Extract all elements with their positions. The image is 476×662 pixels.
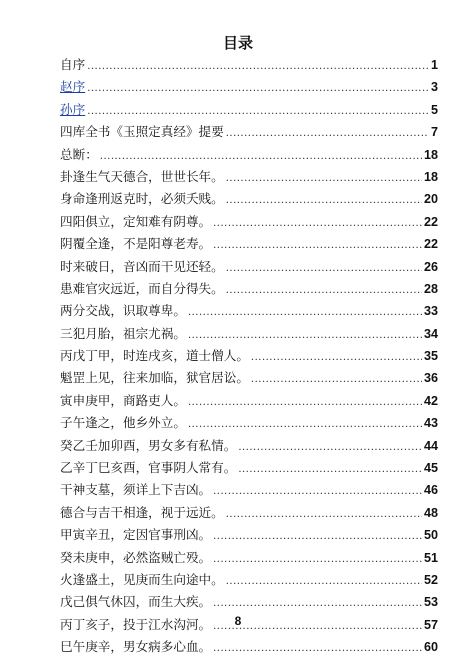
- dot-leader: [188, 302, 422, 324]
- toc-entry-title: 自序: [60, 57, 86, 72]
- toc-entry-page: 60: [423, 640, 438, 655]
- toc-entry[interactable]: [60, 479, 438, 501]
- toc-entry-title: 赵序: [60, 79, 86, 95]
- page-title: 目录: [222, 34, 253, 52]
- dot-leader: [87, 101, 429, 123]
- dot-leader: [188, 392, 422, 414]
- dot-leader: [251, 347, 422, 369]
- table-of-contents: [60, 54, 438, 659]
- toc-entry-page: 22: [423, 214, 438, 229]
- toc-entry-title: 巳午庚辛，男女病多心血。: [60, 639, 212, 655]
- dot-leader: [100, 146, 422, 168]
- toc-entry-title: 卦逢生气天德合，世世长年。: [60, 168, 224, 184]
- dot-leader: [188, 325, 422, 347]
- dot-leader: [213, 481, 422, 503]
- toc-entry-page: 45: [423, 461, 438, 476]
- toc-entry-title: 戊己俱气休囚，而生大疾。: [60, 594, 212, 610]
- toc-entry-page: 42: [423, 393, 438, 408]
- toc-entry[interactable]: [60, 211, 438, 233]
- toc-entry-page: 53: [423, 595, 438, 610]
- toc-entry-page: 33: [423, 304, 438, 319]
- toc-entry-page: 18: [423, 147, 438, 162]
- toc-entry-title: 寅申庚甲，商路吏人。: [60, 392, 186, 408]
- toc-entry-title: 三犯月胎，祖宗尤祸。: [60, 325, 186, 341]
- toc-entry-title: 干神支墓，须详上下吉凶。: [60, 482, 212, 498]
- dot-leader: [251, 369, 422, 391]
- toc-entry-page: 48: [423, 505, 438, 520]
- toc-entry[interactable]: [60, 591, 438, 613]
- toc-entry[interactable]: [60, 390, 438, 412]
- toc-entry-title: 患难官灾远近，而自分得失。: [60, 280, 224, 296]
- dot-leader: [226, 258, 422, 280]
- toc-entry-page: 5: [430, 102, 438, 117]
- toc-entry-title: 癸乙壬加卯酉，男女多有私情。: [60, 437, 237, 453]
- dot-leader: [226, 504, 422, 526]
- toc-entry[interactable]: [60, 54, 438, 76]
- toc-entry-title: 四阳俱立，定知难有阴尊。: [60, 213, 212, 229]
- toc-entry-page: 57: [423, 617, 438, 632]
- toc-entry[interactable]: [60, 233, 438, 255]
- dot-leader: [226, 123, 429, 145]
- toc-entry[interactable]: [60, 144, 438, 166]
- toc-entry[interactable]: [60, 300, 438, 322]
- toc-entry-title: 时来破日，音凶而干见还轻。: [60, 258, 224, 274]
- toc-entry[interactable]: [60, 524, 438, 546]
- dot-leader: [213, 593, 422, 615]
- toc-entry-title: 四库全书《玉照定真经》提要: [60, 124, 224, 140]
- toc-entry[interactable]: [60, 99, 438, 121]
- toc-entry[interactable]: [60, 367, 438, 389]
- toc-entry-page: 18: [423, 169, 438, 184]
- toc-entry[interactable]: [60, 121, 438, 143]
- toc-entry[interactable]: [60, 636, 438, 658]
- toc-entry[interactable]: [60, 76, 438, 98]
- toc-entry[interactable]: [60, 278, 438, 300]
- toc-entry-title: 火逢盛土，见庚而生向途中。: [60, 571, 224, 587]
- toc-entry-page: 46: [423, 483, 438, 498]
- toc-entry-page: 26: [423, 259, 438, 274]
- dot-leader: [226, 280, 422, 302]
- toc-entry[interactable]: [60, 457, 438, 479]
- toc-entry[interactable]: [60, 547, 438, 569]
- toc-entry-page: 34: [423, 326, 438, 341]
- toc-entry-page: 3: [430, 80, 438, 95]
- toc-entry[interactable]: [60, 323, 438, 345]
- toc-entry-page: 7: [430, 125, 438, 140]
- dot-leader: [213, 638, 422, 660]
- toc-entry[interactable]: [60, 412, 438, 434]
- toc-entry-page: 20: [423, 192, 438, 207]
- toc-entry-title: 身命逢刑返克时，必须夭贱。: [60, 191, 224, 207]
- toc-entry[interactable]: [60, 166, 438, 188]
- dot-leader: [238, 437, 422, 459]
- toc-entry-title: 孙序: [60, 101, 86, 117]
- dot-leader: [226, 190, 422, 212]
- toc-entry-title: 魁罡上见，往来加临，狱官居讼。: [60, 370, 249, 386]
- dot-leader: [87, 56, 429, 78]
- toc-entry[interactable]: [60, 256, 438, 278]
- toc-entry-title: 甲寅辛丑，定因官事刑凶。: [60, 527, 212, 543]
- toc-entry[interactable]: [60, 435, 438, 457]
- dot-leader: [213, 235, 422, 257]
- toc-entry[interactable]: [60, 188, 438, 210]
- toc-entry[interactable]: [60, 502, 438, 524]
- dot-leader: [188, 414, 422, 436]
- toc-entry-page: 50: [423, 528, 438, 543]
- toc-entry-page: 51: [423, 550, 438, 565]
- toc-entry-title: 丙丁亥子，投于江水沟河。: [60, 616, 212, 632]
- toc-entry-title: 丙戊丁甲，时连戌亥，道士僧人。: [60, 348, 249, 364]
- toc-entry-title: 子午逢之，他乡外立。: [60, 415, 186, 431]
- toc-entry-page: 35: [423, 349, 438, 364]
- dot-leader: [213, 213, 422, 235]
- toc-entry-page: 52: [423, 572, 438, 587]
- toc-entry-page: 1: [430, 58, 438, 72]
- dot-leader: [238, 459, 422, 481]
- toc-entry-page: 44: [423, 438, 438, 453]
- toc-entry[interactable]: [60, 345, 438, 367]
- toc-entry-title: 阴覆全逢，不是阳尊老寿。: [60, 236, 212, 252]
- dot-leader: [87, 78, 429, 100]
- toc-entry-title: 总断：: [60, 146, 98, 162]
- toc-entry[interactable]: [60, 569, 438, 591]
- dot-leader: [226, 168, 422, 190]
- page-number: 8: [234, 614, 242, 628]
- toc-entry-title: 乙辛丁巳亥酉，官事阴人常有。: [60, 460, 237, 476]
- toc-entry-page: 36: [423, 371, 438, 386]
- toc-entry-title: 德合与吉干相逢，视于远近。: [60, 504, 224, 520]
- dot-leader: [226, 571, 422, 593]
- toc-entry-page: 28: [423, 281, 438, 296]
- toc-entry-title: 癸未庚申，必然盗贼亡殁。: [60, 549, 212, 565]
- toc-entry-page: 43: [423, 416, 438, 431]
- toc-entry-page: 22: [423, 237, 438, 252]
- dot-leader: [213, 526, 422, 548]
- dot-leader: [213, 549, 422, 571]
- toc-entry-title: 两分交战，识取尊卑。: [60, 303, 186, 319]
